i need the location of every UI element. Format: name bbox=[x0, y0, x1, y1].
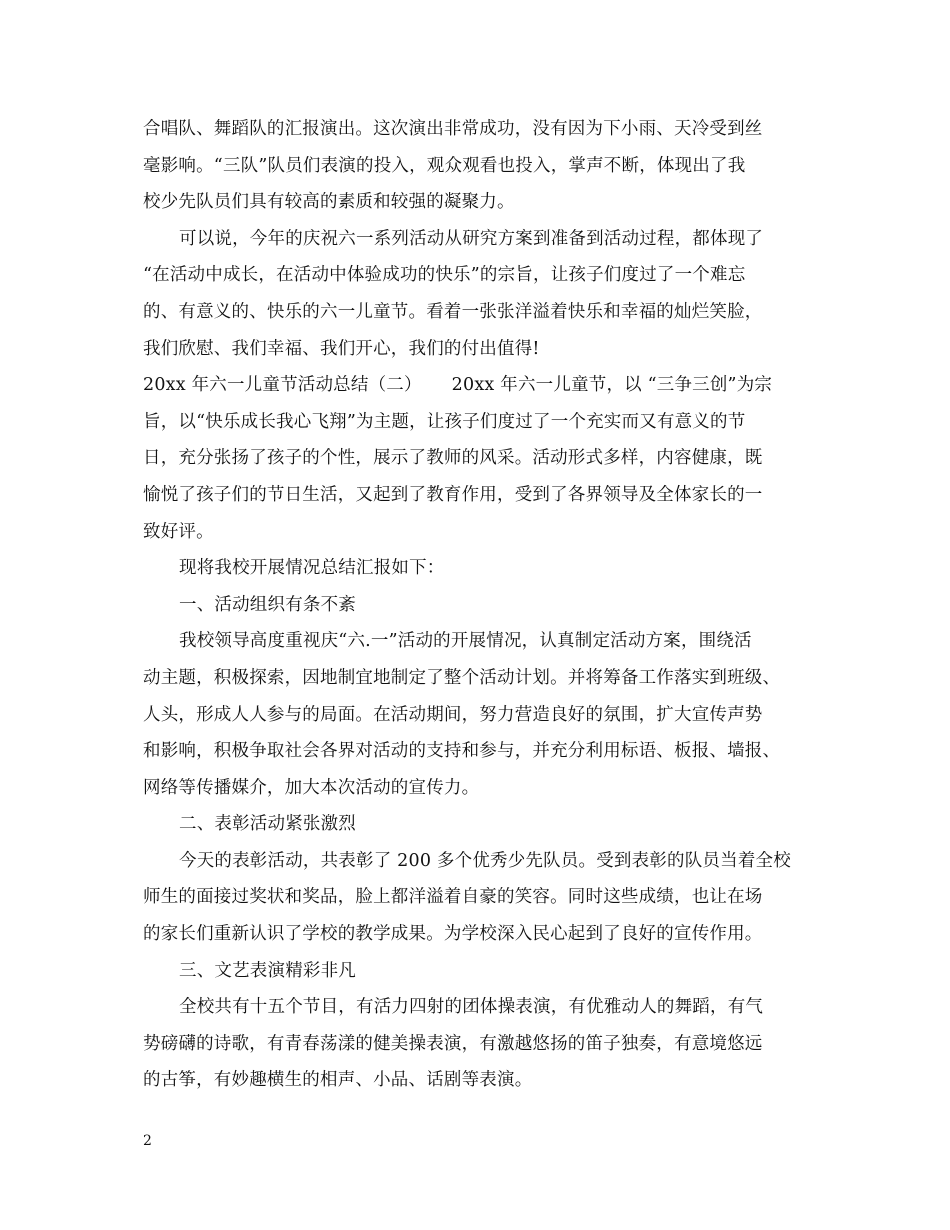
section-heading: 二、表彰活动紧张激烈 bbox=[179, 814, 356, 835]
text-line: 致好评。 bbox=[143, 521, 214, 542]
text-line: 的家长们重新认识了学校的教学成果。为学校深入民心起到了良好的宣传作用。 bbox=[143, 924, 763, 945]
page-number: 2 bbox=[143, 1133, 152, 1149]
text-line: 校少先队员们具有较高的素质和较强的凝聚力。 bbox=[143, 192, 515, 213]
text-line: 网络等传播媒介，加大本次活动的宣传力。 bbox=[143, 777, 480, 798]
text-line: 我校领导高度重视庆“六.一”活动的开展情况，认真制定活动方案，围绕活 bbox=[179, 631, 752, 652]
text-line: 的古筝，有妙趣横生的相声、小品、话剧等表演。 bbox=[143, 1070, 533, 1091]
section-title: 20xx 年六一儿童节活动总结（二） bbox=[143, 375, 422, 396]
text-line: 全校共有十五个节目，有活力四射的团体操表演，有优雅动人的舞蹈，有气 bbox=[179, 997, 764, 1018]
text-line: 毫影响。“三队”队员们表演的投入，观众观看也投入，掌声不断，体现出了我 bbox=[143, 155, 746, 176]
section-heading: 一、活动组织有条不紊 bbox=[179, 594, 356, 615]
text-line: 可以说，今年的庆祝六一系列活动从研究方案到准备到活动过程，都体现了 bbox=[179, 228, 764, 249]
document-body bbox=[143, 111, 815, 1099]
text-line: 的、有意义的、快乐的六一儿童节。看着一张张洋溢着快乐和幸福的灿烂笑脸， bbox=[143, 301, 763, 322]
section-heading: 三、文艺表演精彩非凡 bbox=[179, 960, 356, 981]
text-line: 势磅礴的诗歌，有青春荡漾的健美操表演，有激越悠扬的笛子独奏，有意境悠远 bbox=[143, 1033, 763, 1054]
text-line-start: 20xx 年六一儿童节，以 “三争三创”为宗 bbox=[451, 375, 773, 396]
text-line: 现将我校开展情况总结汇报如下： bbox=[179, 558, 445, 579]
text-line: “在活动中成长，在活动中体验成功的快乐”的宗旨，让孩子们度过了一个难忘 bbox=[143, 265, 746, 286]
text-line: 我们欣慰、我们幸福、我们开心，我们的付出值得! bbox=[143, 338, 540, 359]
text-line: 动主题，积极探索，因地制宜地制定了整个活动计划。并将筹备工作落实到班级、 bbox=[143, 667, 781, 688]
text-line: 和影响，积极争取社会各界对活动的支持和参与，并充分利用标语、板报、墙报、 bbox=[143, 741, 781, 762]
text-line: 旨，以“快乐成长我心飞翔”为主题，让孩子们度过了一个充实而又有意义的节 bbox=[143, 411, 746, 432]
text-line: 愉悦了孩子们的节日生活，又起到了教育作用，受到了各界领导及全体家长的一 bbox=[143, 484, 763, 505]
text-line: 人头，形成人人参与的局面。在活动期间，努力营造良好的氛围，扩大宣传声势 bbox=[143, 704, 763, 725]
text-line: 合唱队、舞蹈队的汇报演出。这次演出非常成功，没有因为下小雨、天冷受到丝 bbox=[143, 119, 763, 139]
text-line: 师生的面接过奖状和奖品，脸上都洋溢着自豪的笑容。同时这些成绩，也让在场 bbox=[143, 887, 763, 908]
text-line: 日，充分张扬了孩子的个性，展示了教师的风采。活动形式多样，内容健康，既 bbox=[143, 448, 763, 469]
text-line: 今天的表彰活动，共表彰了 200 多个优秀少先队员。受到表彰的队员当着全校 bbox=[179, 850, 791, 871]
section-title-line bbox=[143, 367, 815, 404]
